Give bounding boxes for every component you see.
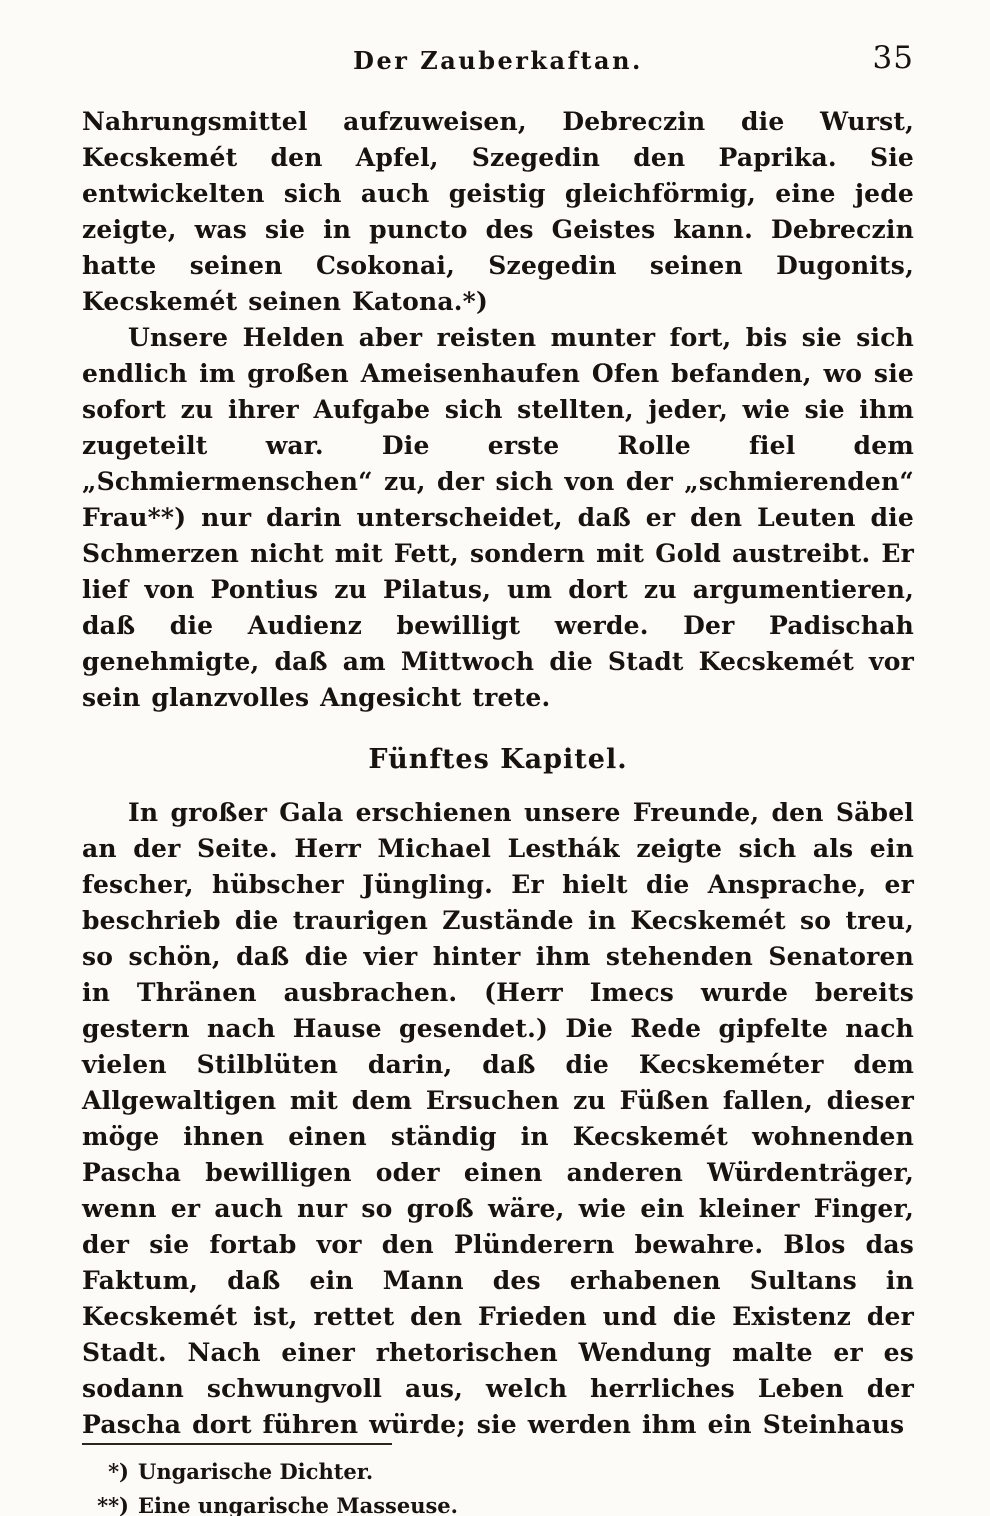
footnote-divider <box>82 1443 392 1445</box>
paragraph-continuation: Nahrungsmittel aufzuweisen, Debreczin die Wurst, Kecskemét den Apfel, Szegedin den Paprika. Sie entwickelten sich auch geistig gleichförmig, eine jede zeigte, was sie in puncto des Geistes kann. Debreczin hatte seinen Csokonai, Szegedin seinen Dugonits, Kecskemét seinen Katona.*) <box>82 107 914 316</box>
footnote-marker: *) <box>108 1459 129 1484</box>
page-header <box>82 40 914 90</box>
page-number: 35 <box>872 40 914 76</box>
running-title: Der Zauberkaftan. <box>353 46 643 75</box>
footnote-text: Eine ungarische Masseuse. <box>138 1493 458 1516</box>
paragraph: Unsere Helden aber reisten munter fort, bis sie sich endlich im großen Ameisenhaufen Ofen befanden, wo sie sofort zu ihrer Aufgabe sich stellten, jeder, wie sie ihm zugeteilt war. Die erste Rolle fiel dem „Schmiermenschen“ zu, der sich von der „schmierenden“ Frau**) nur darin unterscheidet, daß er den Leuten die Schmerzen nicht mit Fett, sondern mit Gold austreibt. Er lief von Pontius zu Pilatus, um dort zu argumentieren, daß die Audienz bewilligt werde. Der Padischah genehmigte, daß am Mittwoch die Stadt Kecskemét vor sein glanzvolles Angesicht trete. <box>82 323 914 712</box>
footnote-text: Ungarische Dichter. <box>138 1459 374 1484</box>
footnote <box>82 1489 914 1516</box>
text-block <box>82 104 914 1443</box>
footnotes <box>82 1443 914 1516</box>
paragraph: In großer Gala erschienen unsere Freunde, den Säbel an der Seite. Herr Michael Lesthák zeigte sich als ein fescher, hübscher Jüngling. Er hielt die Ansprache, er beschrieb die traurigen Zustände in Kecskemét so treu, so schön, daß die vier hinter ihm stehenden Senatoren in Thränen ausbrachen. (Herr Imecs wurde bereits gestern nach Hause gesendet.) Die Rede gipfelte nach vielen Stilblüten darin, daß die Kecskeméter dem Allgewaltigen mit dem Ersuchen zu Füßen fallen, dieser möge ihnen einen ständig in Kecskemét wohnenden Pascha bewilligen oder einen anderen Würdenträger, wenn er auch nur so groß wäre, wie ein kleiner Finger, der sie fortab vor den Plünderern bewahre. Blos das Faktum, daß ein Mann des erhabenen Sultans in Kecskemét ist, rettet den Frieden und die Existenz der Stadt. Nach einer rhetorischen Wendung malte er es sodann schwungvoll aus, welch herrliches Leben der Pascha dort führen würde; sie werden ihm ein Steinhaus <box>82 798 914 1439</box>
footnote-marker: **) <box>97 1493 129 1516</box>
footnote <box>82 1455 914 1489</box>
chapter-heading: Fünftes Kapitel. <box>368 744 628 775</box>
